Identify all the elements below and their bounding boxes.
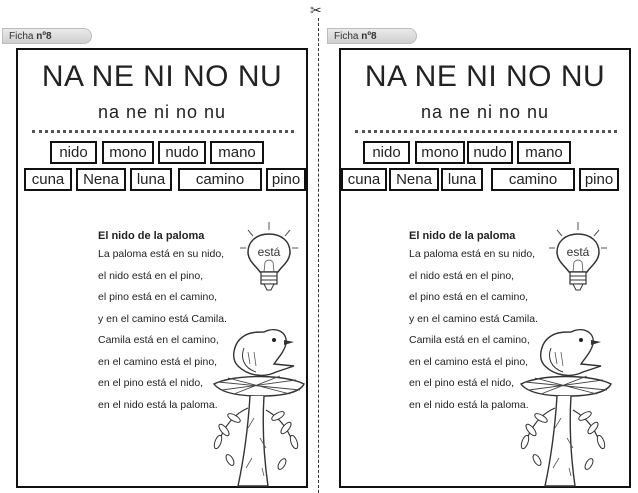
poem-line: La paloma está en su nido,: [98, 248, 225, 260]
word-box: camino: [491, 168, 575, 191]
tag-number: nº8: [36, 31, 52, 42]
poem-line: y en el camino está Camila.: [409, 312, 538, 325]
worksheet-card: [339, 48, 631, 488]
worksheet-card: [16, 48, 308, 488]
poem-line: en el pino está el nido,: [409, 377, 515, 389]
poem-title: El nido de la paloma: [409, 230, 516, 242]
word-box: cuna: [341, 168, 387, 191]
bulb-word: está: [566, 245, 590, 259]
poem-line: en el pino está el nido,: [98, 377, 204, 389]
bird-nest-illustration: [511, 318, 617, 488]
lightbulb-icon: [547, 220, 609, 300]
tag-prefix: Ficha: [334, 31, 362, 42]
word-box: mano: [517, 141, 571, 164]
worksheet-right: [319, 0, 638, 493]
tag-number: nº8: [361, 31, 377, 42]
poem-line: en el camino está el pino,: [98, 355, 218, 368]
word-box: nudo: [467, 141, 513, 164]
word-box: mono: [102, 141, 154, 164]
word-box: Nena: [389, 168, 439, 191]
worksheet-tag: [2, 28, 92, 44]
tag-prefix: Ficha: [9, 31, 37, 42]
poem-line: y en el camino está Camila.: [98, 312, 227, 325]
word-box: luna: [441, 168, 483, 191]
word-box: mano: [210, 141, 264, 164]
word-box: nido: [363, 141, 410, 164]
poem-line: La paloma está en su nido,: [409, 248, 536, 260]
bulb-word: está: [257, 245, 281, 259]
scissors-icon: ✂: [310, 2, 322, 18]
poem-line: Camila está en el camino,: [409, 334, 530, 346]
poem-line: el nido está en el pino,: [98, 269, 204, 282]
word-box: luna: [130, 168, 172, 191]
poem-line: en el nido está la paloma.: [409, 398, 529, 411]
lightbulb-icon: [238, 220, 300, 300]
poem-line: el pino está en el camino,: [409, 291, 529, 303]
bird-nest-illustration: [204, 318, 310, 488]
syllables-lowercase: na ne ni no nu: [420, 102, 550, 122]
poem-line: el pino está en el camino,: [98, 291, 218, 303]
poem-line: Camila está en el camino,: [98, 334, 219, 346]
word-box: cuna: [24, 168, 72, 191]
poem-line: en el camino está el pino,: [409, 355, 529, 368]
dotted-writing-line: [355, 120, 617, 133]
syllables-uppercase: NA NE NI NO NU: [41, 60, 283, 93]
poem-title: El nido de la paloma: [98, 230, 205, 242]
word-box: pino: [266, 168, 306, 191]
poem-line: el nido está en el pino,: [409, 269, 515, 282]
worksheet-tag: [327, 28, 417, 44]
poem-line: en el nido está la paloma.: [98, 398, 218, 411]
word-box: camino: [178, 168, 262, 191]
syllables-uppercase: NA NE NI NO NU: [364, 60, 606, 93]
word-box: nudo: [158, 141, 206, 164]
word-box: mono: [415, 141, 465, 164]
word-box: nido: [50, 141, 97, 164]
word-box: Nena: [76, 168, 126, 191]
word-box: pino: [579, 168, 619, 191]
syllables-lowercase: na ne ni no nu: [97, 102, 227, 122]
dotted-writing-line: [32, 120, 294, 133]
